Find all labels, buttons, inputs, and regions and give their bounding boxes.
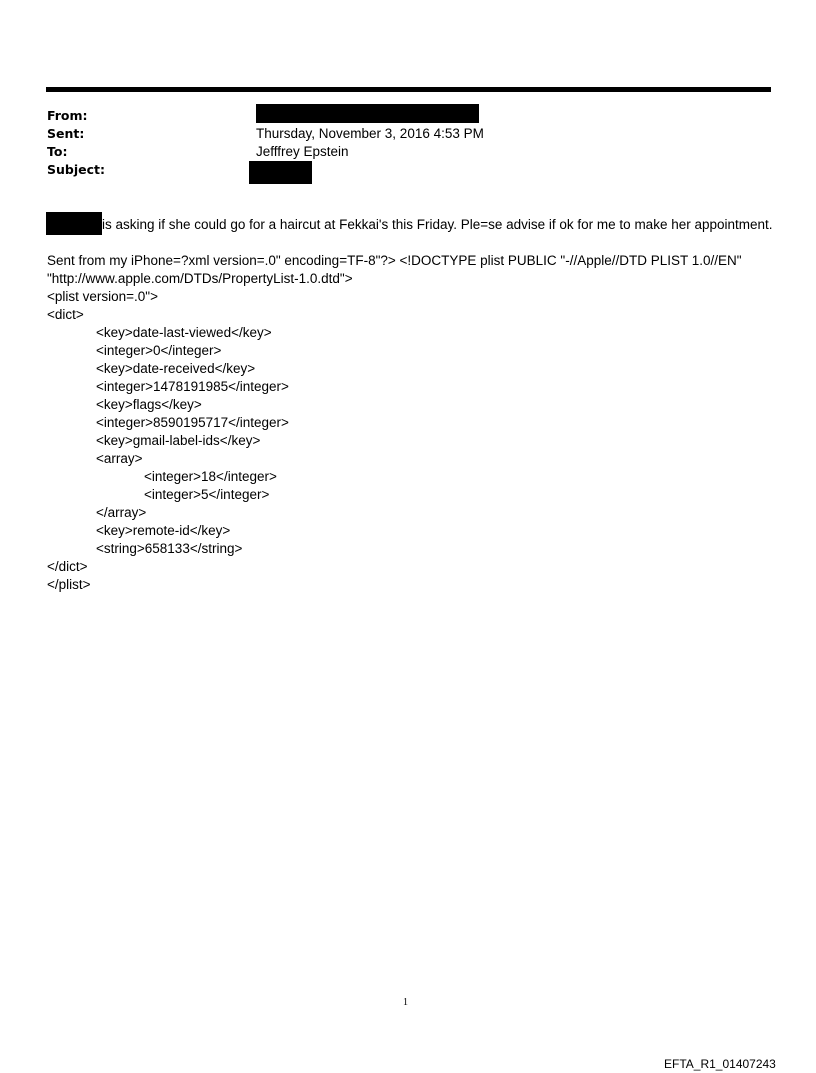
plist-line: <key>date-received</key> xyxy=(96,361,256,376)
from-redaction xyxy=(256,104,479,123)
plist-line: Sent from my iPhone=?xml version=.0" encoding=TF-8"?> <!DOCTYPE plist PUBLIC "-//Apple//DTD PLIST 1.0//EN" xyxy=(47,253,742,268)
page-number: 1 xyxy=(403,997,408,1008)
plist-line: </dict> xyxy=(47,559,88,574)
plist-line: <array> xyxy=(96,451,143,466)
sent-value: Thursday, November 3, 2016 4:53 PM xyxy=(256,126,484,141)
plist-line: <key>flags</key> xyxy=(96,397,202,412)
plist-line: <integer>5</integer> xyxy=(144,487,270,502)
plist-line: <string>658133</string> xyxy=(96,541,243,556)
subject-redaction xyxy=(249,161,312,184)
plist-line: <integer>0</integer> xyxy=(96,343,222,358)
plist-line: </plist> xyxy=(47,577,91,592)
message-first-line: is asking if she could go for a haircut at Fekkai's this Friday. Ple=se advise if ok for me to make her appointment. xyxy=(102,217,773,232)
plist-line: <integer>8590195717</integer> xyxy=(96,415,289,430)
to-label: To: xyxy=(47,144,68,159)
plist-line: <plist version=.0"> xyxy=(47,289,158,304)
name-redaction xyxy=(46,212,102,235)
header-rule xyxy=(46,87,771,92)
bates-number: EFTA_R1_01407243 xyxy=(664,1057,776,1071)
subject-label: Subject: xyxy=(47,162,105,177)
sent-label: Sent: xyxy=(47,126,85,141)
plist-line: <integer>1478191985</integer> xyxy=(96,379,289,394)
plist-line: <key>remote-id</key> xyxy=(96,523,231,538)
plist-line: "http://www.apple.com/DTDs/PropertyList-1.0.dtd"> xyxy=(47,271,353,286)
to-value: Jefffrey Epstein xyxy=(256,144,349,159)
plist-line: </array> xyxy=(96,505,147,520)
plist-line: <integer>18</integer> xyxy=(144,469,277,484)
plist-line: <key>date-last-viewed</key> xyxy=(96,325,272,340)
plist-line: <dict> xyxy=(47,307,84,322)
plist-line: <key>gmail-label-ids</key> xyxy=(96,433,261,448)
from-label: From: xyxy=(47,108,88,123)
